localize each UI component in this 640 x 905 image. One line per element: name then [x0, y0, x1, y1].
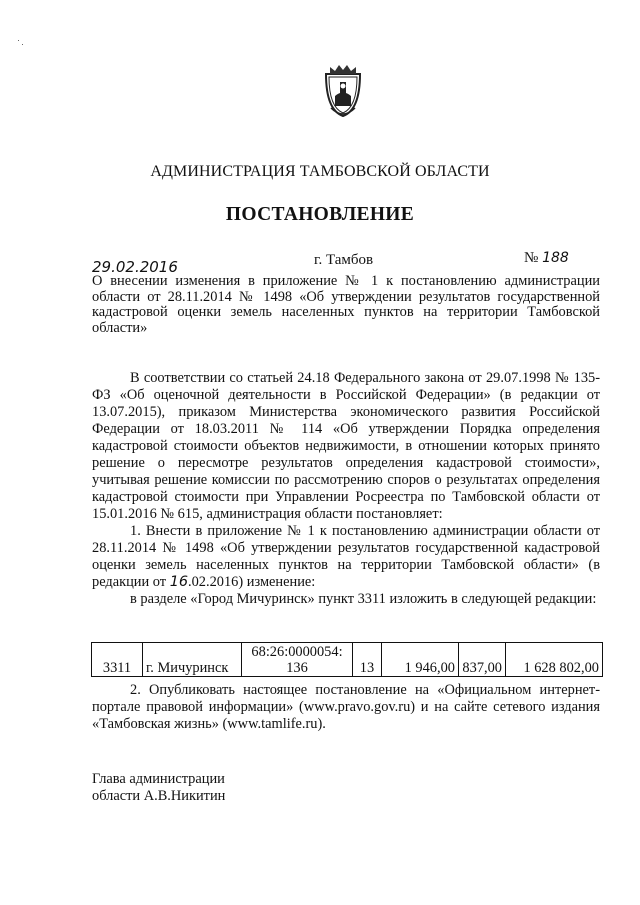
document-date: 29.02.2016: [92, 258, 178, 276]
item-2-paragraph: 2. Опубликовать настоящее постановление на «Официальном интернет-портале правовой информации» (www.pravo.gov.ru) и на сайте сетевого издания «Тамбовская жизнь» (www.tamlife.ru).: [92, 682, 600, 732]
scan-speck: [22, 44, 23, 45]
document-city: г. Тамбов: [314, 252, 374, 268]
tambov-coat-of-arms-icon: [322, 62, 364, 118]
document-body: [92, 370, 600, 608]
signature-title: Глава администрации: [92, 771, 225, 787]
table-cell-locality: г. Мичуринск: [143, 643, 242, 677]
agency-name: АДМИНИСТРАЦИЯ ТАМБОВСКОЙ ОБЛАСТИ: [150, 163, 490, 180]
number-value: 188: [542, 250, 569, 266]
signature-block: [92, 771, 225, 805]
item-1-handwritten-day: 16: [169, 574, 188, 590]
scan-speck: [18, 40, 19, 41]
signature-name: области А.В.Никитин: [92, 788, 226, 804]
table-row: [92, 643, 603, 677]
document-type: ПОСТАНОВЛЕНИЕ: [225, 204, 415, 225]
item-1-paragraph: [92, 523, 600, 591]
table-cell-area: 1 946,00: [382, 643, 459, 677]
table-cell-unit-value: 837,00: [459, 643, 506, 677]
item-2-block: [92, 682, 600, 733]
item-1-text-end: .02.2016) изменение:: [188, 574, 316, 590]
item-1-text: 1. Внести в приложение № 1 к постановлению администрации области от 28.11.2014 № 1498 «Об утверждении результатов государственной кадастровой оценки земель населенных пунктов на территории Тамбовской области» (в редакции от: [92, 523, 600, 590]
item-1-section-paragraph: в разделе «Город Мичуринск» пункт 3311 изложить в следующей редакции:: [130, 591, 597, 607]
table-cell-number: 3311: [92, 643, 143, 677]
table-cell-cadastral-number: 68:26:0000054: 136: [242, 643, 353, 677]
table-cell-total-value: 1 628 802,00: [506, 643, 603, 677]
cadastral-table: [91, 642, 603, 677]
number-sign: №: [524, 250, 539, 266]
document-number: [524, 250, 569, 267]
intro-paragraph: В соответствии со статьей 24.18 Федерального закона от 29.07.1998 № 135-ФЗ «Об оценочной деятельности в Российской Федерации» (в редакции от 13.07.2015), приказом Министерства экономического развития Российской Федерации от 18.03.2011 № 114 «Об утверждении Порядка определения кадастровой стоимости объектов недвижимости, в отношении которых принято решение о пересмотре результатов определения кадастровой стоимости», учитывая решение комиссии по рассмотрению споров о результатах определения кадастровой стоимости при Управлении Росреестра по Тамбовской области от 15.01.2016 № 615, администрация области постановляет:: [92, 370, 600, 522]
document-subject: О внесении изменения в приложение № 1 к постановлению администрации области от 28.11.2014 № 1498 «Об утверждении результатов государственной кадастровой оценки земель населенных пунктов на территории Тамбовской области»: [92, 273, 600, 336]
table-cell-zone: 13: [353, 643, 382, 677]
